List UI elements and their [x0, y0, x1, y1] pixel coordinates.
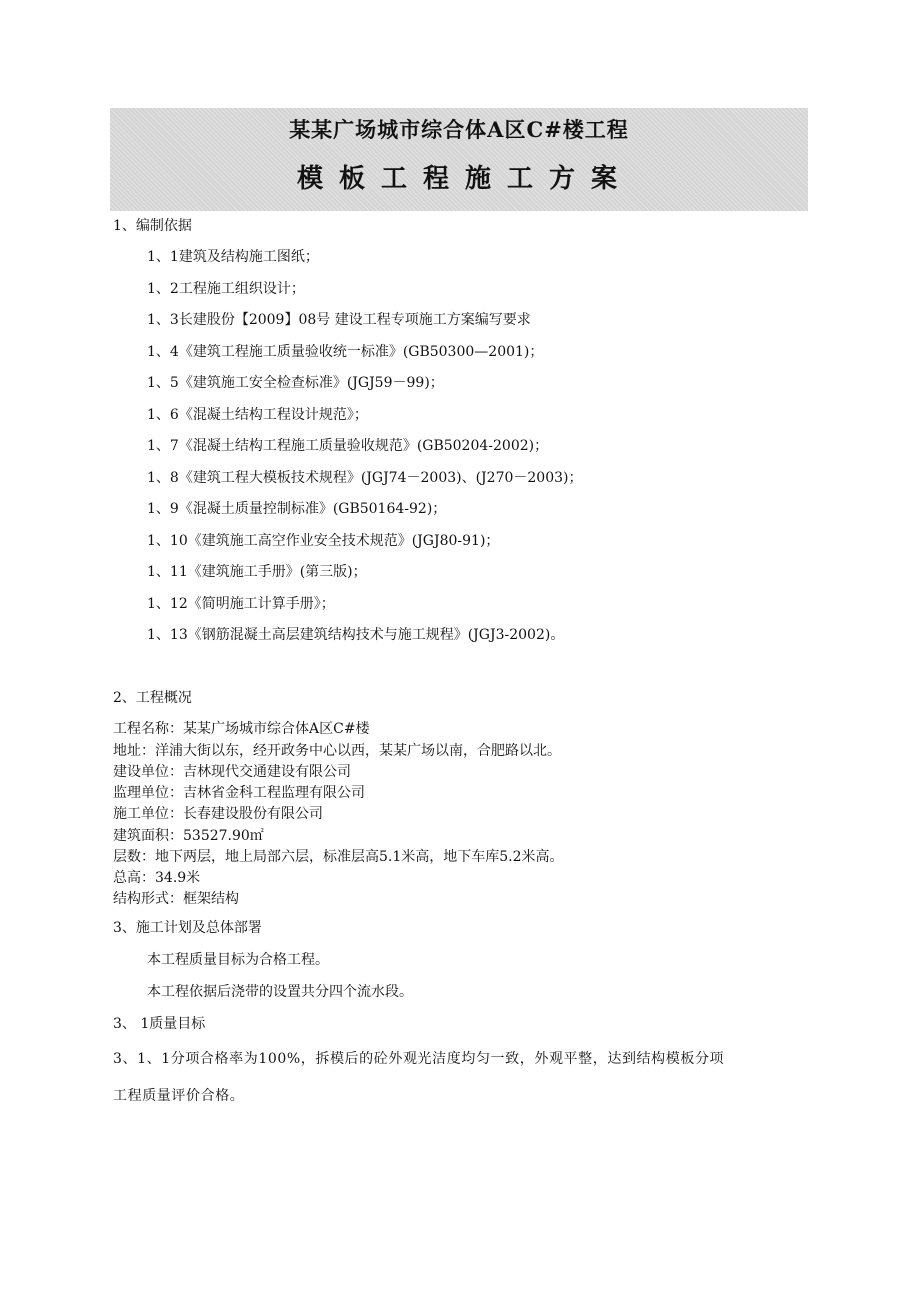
reference-item: 1、5《建筑施工安全检查标准》(JGJ59－99)；	[147, 375, 444, 391]
reference-item: 1、4《建筑工程施工质量验收统一标准》(GB50300—2001)；	[147, 344, 544, 360]
section3-paragraph: 本工程依据后浇带的设置共分四个流水段。	[147, 984, 413, 1000]
project-info-line: 层数：地下两层，地上局部六层，标准层高5.1米高，地下车库5.2米高。	[113, 849, 564, 865]
project-info-line: 建设单位：吉林现代交通建设有限公司	[113, 764, 351, 780]
section3-paragraph: 本工程质量目标为合格工程。	[147, 952, 329, 968]
reference-item: 1、11《建筑施工手册》(第三版)；	[147, 564, 367, 580]
project-info-line: 结构形式：框架结构	[113, 891, 239, 907]
reference-item: 1、10《建筑施工高空作业安全技术规范》(JGJ80-91)；	[147, 533, 500, 549]
section3-subheading: 3、 1质量目标	[113, 1016, 206, 1032]
reference-item: 1、6《混凝土结构工程设计规范》；	[147, 407, 368, 423]
section3-heading: 3、施工计划及总体部署	[113, 920, 262, 936]
section1-heading: 1、编制依据	[113, 218, 192, 234]
section3-body: 3、1、1分项合格率为100%，拆模后的砼外观光洁度均匀一致，外观平整，达到结构模板分项	[113, 1051, 725, 1067]
reference-item: 1、8《建筑工程大模板技术规程》(JGJ74－2003)、(J270－2003)；	[147, 470, 583, 486]
document-title: 某某广场城市综合体A区C#楼工程	[289, 117, 629, 142]
project-info-line: 建筑面积：53527.90㎡	[113, 828, 264, 844]
project-info-line: 工程名称：某某广场城市综合体A区C#楼	[113, 721, 370, 737]
project-info-line: 地址：洋浦大街以东，经开政务中心以西，某某广场以南，合肥路以北。	[113, 743, 561, 759]
reference-item: 1、7《混凝土结构工程施工质量验收规范》(GB50204-2002)；	[147, 438, 549, 454]
document-subtitle: 模板工程施工方案	[296, 164, 633, 194]
reference-item: 1、1建筑及结构施工图纸；	[147, 249, 319, 265]
project-info-line: 施工单位：长春建设股份有限公司	[113, 806, 323, 822]
reference-item: 1、2工程施工组织设计；	[147, 281, 305, 297]
reference-item: 1、12《简明施工计算手册》；	[147, 596, 335, 612]
section2-heading: 2、工程概况	[113, 690, 192, 706]
project-info-line: 监理单位：吉林省金科工程监理有限公司	[113, 785, 365, 801]
project-info-line: 总高：34.9米	[113, 870, 201, 886]
reference-item: 1、3长建股份【2009】08号 建设工程专项施工方案编写要求	[147, 312, 531, 328]
title-block	[110, 108, 808, 211]
section3-body: 工程质量评价合格。	[113, 1088, 245, 1104]
reference-item: 1、9《混凝土质量控制标准》(GB50164-92)；	[147, 501, 447, 517]
reference-item: 1、13《钢筋混凝土高层建筑结构技术与施工规程》(JGJ3-2002)。	[147, 627, 565, 643]
